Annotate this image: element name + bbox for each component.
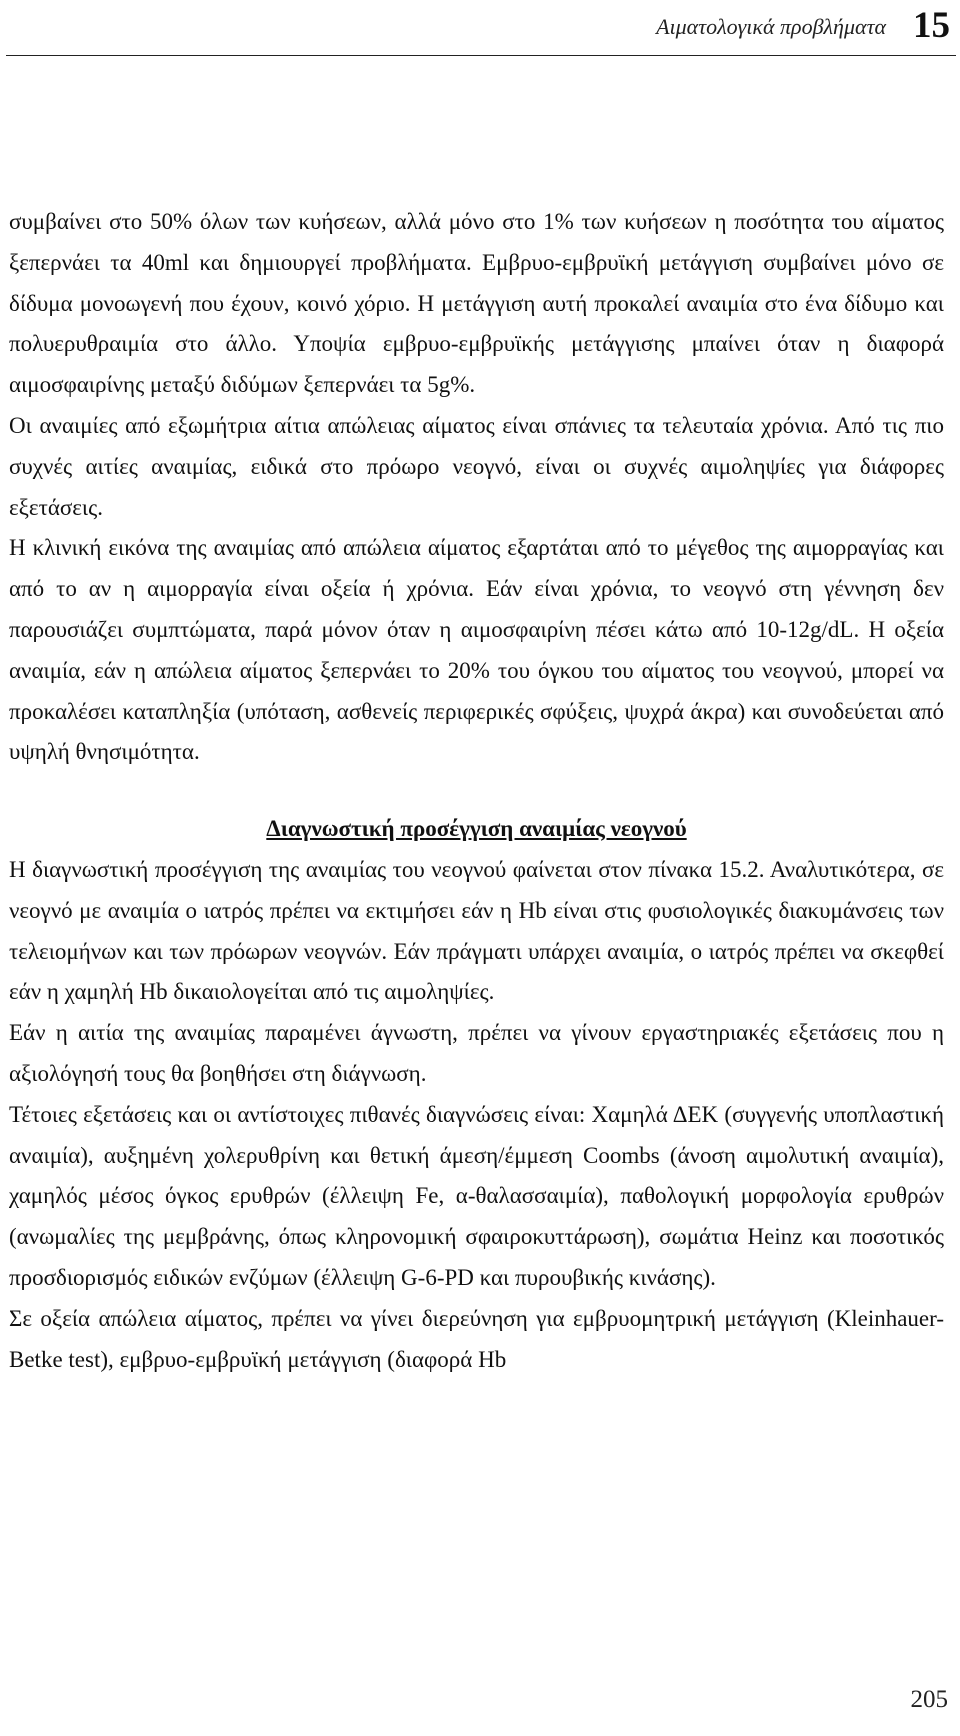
page-header	[6, 0, 956, 56]
section-heading: Διαγνωστική προσέγγιση αναιμίας νεογνού	[266, 816, 687, 842]
paragraph: Η κλινική εικόνα της αναιμίας από απώλεια αίματος εξαρτάται από το μέγεθος της αιμορραγίας και από το αν η αιμορραγία είναι οξεία ή χρόνια. Εάν είναι χρόνια, το νεογνό στη γέννηση δεν παρουσιάζει συμπτώματα, παρά μόνον όταν η αιμοσφαιρίνη πέσει κάτω από 10-12g/dL. Η οξεία αναιμία, εάν η απώλεια αίματος ξεπερνάει το 20% του όγκου του αίματος του νεογνού, μπορεί να προκαλέσει καταπληξία (υπόταση, ασθενείς περιφερικές σφύξεις, ψυχρά άκρα) και συνοδεύεται από υψηλή θνησιμότητα.	[9, 535, 944, 765]
paragraph: Εάν η αιτία της αναιμίας παραμένει άγνωστη, πρέπει να γίνουν εργαστηριακές εξετάσεις που η αξιολόγησή τους θα βοηθήσει στη διάγνωση.	[9, 1020, 944, 1086]
paragraph: Σε οξεία απώλεια αίματος, πρέπει να γίνει διερεύνηση για εμβρυομητρική μετάγγιση (Kleinhauer-Betke test), εμβρυο-εμβρυϊκή μετάγγιση (διαφορά Hb	[9, 1305, 944, 1372]
chapter-number: 15	[913, 5, 950, 46]
paragraph: συμβαίνει στο 50% όλων των κυήσεων, αλλά μόνο στο 1% των κυήσεων η ποσότητα του αίματος ξεπερνάει τα 40ml και δημιουργεί προβλήματα. Εμβρυο-εμβρυϊκή μετάγγιση συμβαίνει μόνο σε δίδυμα μονοωγενή που έχουν, κοινό χόριο. Η μετάγγιση αυτή προκαλεί αναιμία στο ένα δίδυμο και πολυερυθραιμία στο άλλο. Υποψία εμβρυο-εμβρυϊκής μετάγγισης μπαίνει όταν η διαφορά αιμοσφαιρίνης μεταξύ διδύμων ξεπερνάει τα 5g%.	[9, 209, 944, 398]
page-number: 205	[910, 1686, 948, 1713]
paragraph: Η διαγνωστική προσέγγιση της αναιμίας του νεογνού φαίνεται στον πίνακα 15.2. Αναλυτικότερα, σε νεογνό με αναιμία ο ιατρός πρέπει να εκτιμήσει εάν η Hb είναι στις φυσιολογικές διακυμάνσεις των τελειομήνων και των πρόωρων νεογνών. Εάν πράγματι υπάρχει αναιμία, ο ιατρός πρέπει να σκεφθεί εάν η χαμηλή Hb δικαιολογείται από τις αιμοληψίες.	[9, 856, 944, 1005]
paragraph: Οι αναιμίες από εξωμήτρια αίτια απώλειας αίματος είναι σπάνιες τα τελευταία χρόνια. Από τις πιο συχνές αιτίες αναιμίας, ειδικά στο πρόωρο νεογνό, είναι οι συχνές αιμοληψίες για διάφορες εξετάσεις.	[9, 412, 944, 520]
running-title: Αιματολογικά προβλήματα	[656, 14, 886, 39]
page-body	[9, 202, 944, 1380]
paragraph: Τέτοιες εξετάσεις και οι αντίστοιχες πιθανές διαγνώσεις είναι: Χαμηλά ΔΕΚ (συγγενής υποπλαστική αναιμία), αυξημένη χολερυθρίνη και θετική άμεση/έμμεση Coombs (άνοση αιμολυτική αναιμία), χαμηλός μέσος όγκος ερυθρών (έλλειψη Fe, α-θαλασσαιμία), παθολογική μορφολογία ερυθρών (ανωμαλίες της μεμβράνης, όπως κληρονομική σφαιροκυττάρωση), σωμάτια Heinz και ποσοτικός προσδιορισμός ειδικών ενζύμων (έλλειψη G-6-PD και πυρουβικής κινάσης).	[9, 1101, 944, 1290]
